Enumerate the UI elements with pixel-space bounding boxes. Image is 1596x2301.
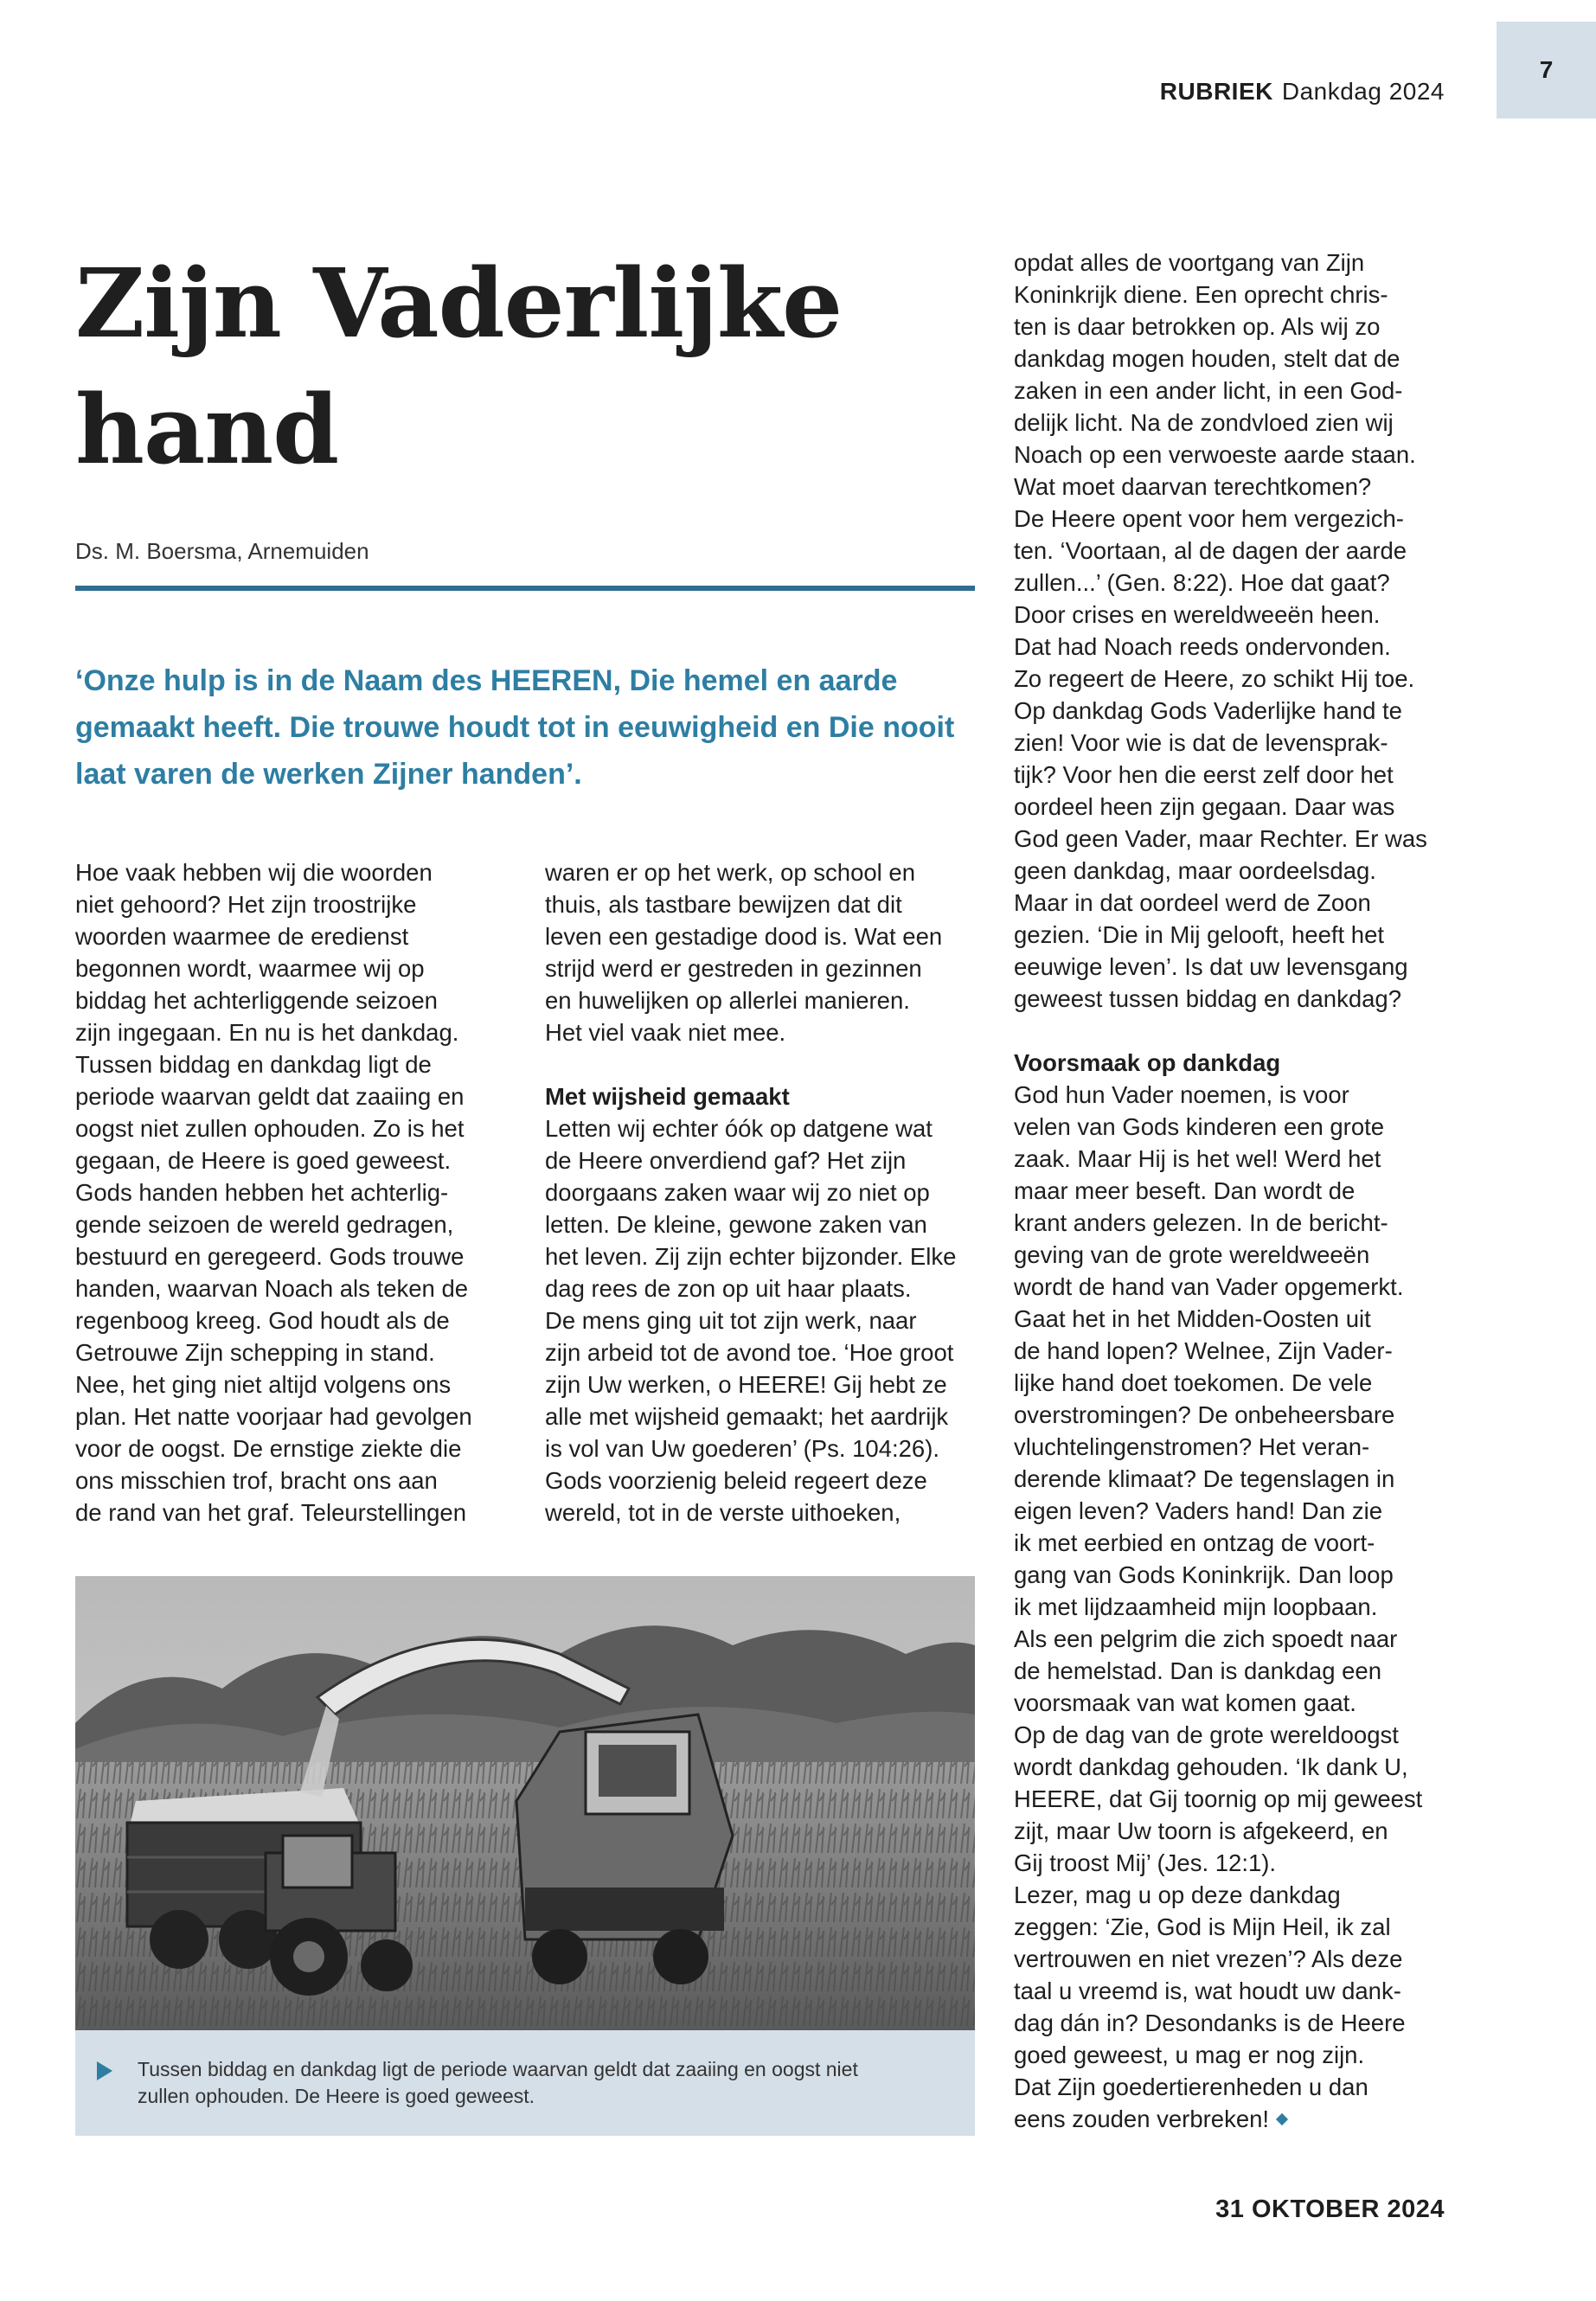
page-number-tab bbox=[1497, 22, 1596, 119]
text-line: zaak. Maar Hij is het wel! Werd het bbox=[1014, 1145, 1381, 1172]
column-2-paragraph-2 bbox=[545, 1112, 977, 1529]
title-line-2: hand bbox=[75, 374, 339, 485]
caption-line-1: Tussen biddag en dankdag ligt de periode waarvan geldt dat zaaiing en oogst niet bbox=[138, 2058, 858, 2080]
text-line: dag dán in? Desondanks is de Heere bbox=[1014, 2009, 1406, 2036]
text-line: thuis, als tastbare bewijzen dat dit bbox=[545, 891, 902, 918]
text-line: waren er op het werk, op school en bbox=[545, 859, 916, 886]
subheading-met-wijsheid: Met wijsheid gemaakt bbox=[545, 1083, 790, 1110]
text-line: biddag het achterliggende seizoen bbox=[75, 987, 438, 1014]
text-line: HEERE, dat Gij toornig op mij geweest bbox=[1014, 1785, 1423, 1812]
text-line: Letten wij echter óók op datgene wat bbox=[545, 1115, 933, 1142]
text-line: goed geweest, u mag er nog zijn. bbox=[1014, 2041, 1365, 2068]
text-line: zeggen: ‘Zie, God is Mijn Heil, ik zal bbox=[1014, 1913, 1391, 1940]
text-line: Wat moet daarvan terechtkomen? bbox=[1014, 473, 1372, 500]
issue-label: Dankdag 2024 bbox=[1281, 78, 1445, 105]
text-line: alle met wijsheid gemaakt; het aardrijk bbox=[545, 1403, 949, 1430]
text-line: ik met lijdzaamheid mijn loopbaan. bbox=[1014, 1593, 1378, 1620]
end-diamond-icon bbox=[1276, 2113, 1288, 2125]
lead-quote: ‘Onze hulp is in de Naam des HEEREN, Die hemel en aarde gemaakt heeft. Die trouwe houdt tot in eeuwigheid en Die nooit laat varen de werken Zijner handen’. bbox=[75, 664, 955, 791]
text-line: zaken in een ander licht, in een God- bbox=[1014, 377, 1403, 404]
text-line: ten is daar betrokken op. Als wij zo bbox=[1014, 313, 1381, 340]
text-line: zijn ingegaan. En nu is het dankdag. bbox=[75, 1019, 459, 1046]
column-3-paragraph-2 bbox=[1014, 1079, 1464, 2135]
text-line: Nee, het ging niet altijd volgens ons bbox=[75, 1371, 452, 1398]
text-line: dankdag mogen houden, stelt dat de bbox=[1014, 345, 1401, 372]
text-line: dag rees de zon op uit haar plaats. bbox=[545, 1275, 912, 1302]
text-line: taal u vreemd is, wat houdt uw dank- bbox=[1014, 1977, 1401, 2004]
text-line: zien! Voor wie is dat de levensprak- bbox=[1014, 729, 1388, 756]
text-line: geen dankdag, maar oordeelsdag. bbox=[1014, 857, 1376, 884]
text-line: ons misschien trof, bracht ons aan bbox=[75, 1467, 438, 1494]
text-line: geving van de grote wereldweeën bbox=[1014, 1241, 1370, 1268]
text-line: velen van Gods kinderen een grote bbox=[1014, 1113, 1385, 1140]
text-line: Gaat het in het Midden-Oosten uit bbox=[1014, 1305, 1371, 1332]
text-line: lijke hand doet toekomen. De vele bbox=[1014, 1369, 1373, 1396]
text-line: de hand lopen? Welnee, Zijn Vader- bbox=[1014, 1337, 1393, 1364]
text-line: zullen...’ (Gen. 8:22). Hoe dat gaat? bbox=[1014, 569, 1390, 596]
text-line: Dat Zijn goedertierenheden u dan bbox=[1014, 2073, 1368, 2100]
text-line: overstromingen? De onbeheersbare bbox=[1014, 1401, 1395, 1428]
author-byline: Ds. M. Boersma, Arnemuiden bbox=[75, 538, 369, 564]
text-line: Het viel vaak niet mee. bbox=[545, 1019, 786, 1046]
text-line: de hemelstad. Dan is dankdag een bbox=[1014, 1657, 1382, 1684]
text-line: God geen Vader, maar Rechter. Er was bbox=[1014, 825, 1427, 852]
text-line: gegaan, de Heere is goed geweest. bbox=[75, 1147, 452, 1174]
photo-caption-box bbox=[75, 2030, 975, 2136]
text-line: het leven. Zij zijn echter bijzonder. Elke bbox=[545, 1243, 957, 1270]
text-line: en huwelijken op allerlei manieren. bbox=[545, 987, 910, 1014]
caption-line-2: zullen ophouden. De Heere is goed geweest. bbox=[138, 2085, 535, 2107]
text-line: Op dankdag Gods Vaderlijke hand te bbox=[1014, 697, 1402, 724]
column-3-paragraph bbox=[1014, 247, 1464, 1015]
text-line: Door crises en wereldweeën heen. bbox=[1014, 601, 1381, 628]
text-line: niet gehoord? Het zijn troostrijke bbox=[75, 891, 417, 918]
text-line: Gods handen hebben het achterlig- bbox=[75, 1179, 449, 1206]
text-line: eeuwige leven’. Is dat uw levensgang bbox=[1014, 953, 1408, 980]
text-line: zijn Uw werken, o HEERE! Gij hebt ze bbox=[545, 1371, 947, 1398]
text-line: strijd werd er gestreden in gezinnen bbox=[545, 955, 922, 982]
text-line: Maar in dat oordeel werd de Zoon bbox=[1014, 889, 1371, 916]
text-line: voorsmaak van wat komen gaat. bbox=[1014, 1689, 1356, 1716]
text-line: De Heere opent voor hem vergezich- bbox=[1014, 505, 1404, 532]
text-line: wordt de hand van Vader opgemerkt. bbox=[1014, 1273, 1404, 1300]
text-line: God hun Vader noemen, is voor bbox=[1014, 1081, 1349, 1108]
column-2-paragraph bbox=[545, 856, 977, 1048]
text-line: opdat alles de voortgang van Zijn bbox=[1014, 249, 1365, 276]
text-line: Noach op een verwoeste aarde staan. bbox=[1014, 441, 1416, 468]
text-line: gezien. ‘Die in Mij gelooft, heeft het bbox=[1014, 921, 1385, 948]
text-line: De mens ging uit tot zijn werk, naar bbox=[545, 1307, 917, 1334]
text-line: geweest tussen biddag en dankdag? bbox=[1014, 985, 1401, 1012]
text-line: Tussen biddag en dankdag ligt de bbox=[75, 1051, 432, 1078]
title-line-1: Zijn Vaderlijke bbox=[75, 247, 843, 359]
text-line: Getrouwe Zijn schepping in stand. bbox=[75, 1339, 435, 1366]
text-line: oogst niet zullen ophouden. Zo is het bbox=[75, 1115, 465, 1142]
section-label: RUBRIEK bbox=[1159, 78, 1273, 105]
text-line: periode waarvan geldt dat zaaiing en bbox=[75, 1083, 465, 1110]
page-number: 7 bbox=[1539, 56, 1554, 83]
text-line: krant anders gelezen. In de bericht- bbox=[1014, 1209, 1388, 1236]
text-line: oordeel heen zijn gegaan. Daar was bbox=[1014, 793, 1395, 820]
running-header bbox=[1160, 78, 1445, 106]
text-line: Gij troost Mij’ (Jes. 12:1). bbox=[1014, 1849, 1277, 1876]
text-line: zijn arbeid tot de avond toe. ‘Hoe groot bbox=[545, 1339, 954, 1366]
text-line: gang van Gods Koninkrijk. Dan loop bbox=[1014, 1561, 1394, 1588]
text-line: Lezer, mag u op deze dankdag bbox=[1014, 1881, 1341, 1908]
text-line: begonnen wordt, waarmee wij op bbox=[75, 955, 425, 982]
text-line: regenboog kreeg. God houdt als de bbox=[75, 1307, 450, 1334]
text-line: zijt, maar Uw toorn is afgekeerd, en bbox=[1014, 1817, 1388, 1844]
text-line: leven een gestadige dood is. Wat een bbox=[545, 923, 943, 950]
text-line: Koninkrijk diene. Een oprecht chris- bbox=[1014, 281, 1388, 308]
text-line: eigen leven? Vaders hand! Dan zie bbox=[1014, 1497, 1383, 1524]
text-line: letten. De kleine, gewone zaken van bbox=[545, 1211, 927, 1238]
photo-caption bbox=[138, 2056, 942, 2110]
text-line: ik met eerbied en ontzag de voort- bbox=[1014, 1529, 1375, 1556]
text-line: ten. ‘Voortaan, al de dagen der aarde bbox=[1014, 537, 1407, 564]
text-line: Hoe vaak hebben wij die woorden bbox=[75, 859, 433, 886]
caption-arrow-icon bbox=[97, 2061, 112, 2080]
text-line: maar meer beseft. Dan wordt de bbox=[1014, 1177, 1356, 1204]
subheading-voorsmaak: Voorsmaak op dankdag bbox=[1014, 1049, 1281, 1076]
text-line: delijk licht. Na de zondvloed zien wij bbox=[1014, 409, 1394, 436]
text-line: derende klimaat? De tegenslagen in bbox=[1014, 1465, 1395, 1492]
text-line: Als een pelgrim die zich spoedt naar bbox=[1014, 1625, 1398, 1652]
harvester-illustration bbox=[75, 1576, 975, 2030]
text-line: voor de oogst. De ernstige ziekte die bbox=[75, 1435, 462, 1462]
text-line: de Heere onverdiend gaf? Het zijn bbox=[545, 1147, 907, 1174]
body-column-2 bbox=[545, 856, 977, 1529]
text-line: tijk? Voor hen die eerst zelf door het bbox=[1014, 761, 1394, 788]
text-line: eens zouden verbreken! bbox=[1014, 2103, 1464, 2135]
harvest-photo bbox=[75, 1576, 975, 2030]
title-divider bbox=[75, 586, 975, 591]
text-line: is vol van Uw goederen’ (Ps. 104:26). bbox=[545, 1435, 940, 1462]
text-line: bestuurd en geregeerd. Gods trouwe bbox=[75, 1243, 465, 1270]
text-line: plan. Het natte voorjaar had gevolgen bbox=[75, 1403, 472, 1430]
text-line: Gods voorzienig beleid regeert deze bbox=[545, 1467, 927, 1494]
text-line: Dat had Noach reeds ondervonden. bbox=[1014, 633, 1391, 660]
text-line: vluchtelingenstromen? Het veran- bbox=[1014, 1433, 1370, 1460]
text-line: vertrouwen en niet vrezen’? Als deze bbox=[1014, 1945, 1403, 1972]
text-line: handen, waarvan Noach als teken de bbox=[75, 1275, 469, 1302]
text-line: Op de dag van de grote wereldoogst bbox=[1014, 1721, 1399, 1748]
body-column-3 bbox=[1014, 247, 1464, 2135]
article-title bbox=[75, 240, 940, 493]
text-line: woorden waarmee de eredienst bbox=[75, 923, 409, 950]
text-line: de rand van het graf. Teleurstellingen bbox=[75, 1499, 467, 1526]
text-line: gende seizoen de wereld gedragen, bbox=[75, 1211, 454, 1238]
issue-date: 31 OKTOBER 2024 bbox=[1215, 2195, 1445, 2223]
text-line: Zo regeert de Heere, zo schikt Hij toe. bbox=[1014, 665, 1415, 692]
body-column-1 bbox=[75, 856, 516, 1529]
text-line: wordt dankdag gehouden. ‘Ik dank U, bbox=[1014, 1753, 1408, 1780]
text-line: doorgaans zaken waar wij zo niet op bbox=[545, 1179, 930, 1206]
text-line: wereld, tot in de verste uithoeken, bbox=[545, 1499, 901, 1526]
